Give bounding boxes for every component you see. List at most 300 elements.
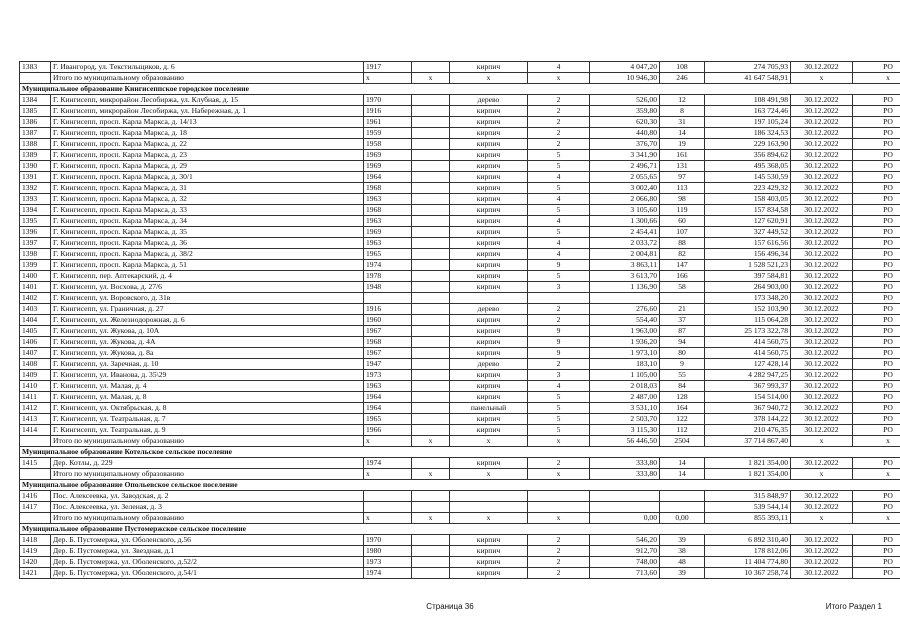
table-row	[20, 117, 900, 128]
section-header-row	[20, 524, 900, 535]
address-cell: Г. Кингисепп, просп. Карла Маркса, д. 29	[51, 161, 364, 172]
residents-cell: 37	[660, 315, 705, 326]
cost-cell: 10 367 258,74	[705, 568, 791, 579]
residents-cell: 60	[660, 216, 705, 227]
area-cell: 1 973,10	[590, 348, 660, 359]
floors-cell: 5	[528, 271, 590, 282]
year-commissioned-cell	[412, 62, 450, 73]
table-row	[20, 458, 900, 469]
year-built-cell: x	[364, 436, 412, 447]
wall-material-cell: кирпич	[450, 458, 528, 469]
row-number-cell: 1419	[20, 546, 51, 557]
residents-cell	[660, 293, 705, 304]
residents-cell: 112	[660, 425, 705, 436]
floors-cell: 2	[528, 535, 590, 546]
floors-cell: 4	[528, 249, 590, 260]
deadline-cell: 30.12.2022	[791, 205, 853, 216]
method-cell: РО	[853, 106, 900, 117]
floors-cell: x	[528, 73, 590, 84]
area-cell: 3 863,11	[590, 260, 660, 271]
table-row	[20, 403, 900, 414]
year-built-cell: 1974	[364, 568, 412, 579]
address-cell: Г. Кингисепп, ул. Граничная, д. 27	[51, 304, 364, 315]
cost-cell: 356 894,62	[705, 150, 791, 161]
floors-cell: 2	[528, 95, 590, 106]
area-cell: 3 105,60	[590, 205, 660, 216]
method-cell: x	[853, 73, 900, 84]
year-built-cell: 1963	[364, 381, 412, 392]
year-built-cell: 1974	[364, 458, 412, 469]
table-row	[20, 370, 900, 381]
address-cell: Г. Ивангород, ул. Текстильщиков, д. 6	[51, 62, 364, 73]
area-cell: 2 004,81	[590, 249, 660, 260]
deadline-cell: 30.12.2022	[791, 260, 853, 271]
deadline-cell: 30.12.2022	[791, 403, 853, 414]
floors-cell: 4	[528, 216, 590, 227]
wall-material-cell: кирпич	[450, 414, 528, 425]
cost-cell: 4 282 947,25	[705, 370, 791, 381]
year-commissioned-cell	[412, 282, 450, 293]
year-commissioned-cell	[412, 227, 450, 238]
wall-material-cell	[450, 293, 528, 304]
deadline-cell: 30.12.2022	[791, 315, 853, 326]
floors-cell: 2	[528, 315, 590, 326]
method-cell: РО	[853, 227, 900, 238]
table-row	[20, 183, 900, 194]
wall-material-cell: дерево	[450, 359, 528, 370]
residents-cell: 80	[660, 348, 705, 359]
table-row	[20, 425, 900, 436]
area-cell: 0,00	[590, 513, 660, 524]
address-cell: Г. Кингисепп, просп. Карла Маркса, д. 51	[51, 260, 364, 271]
cost-cell: 127 620,91	[705, 216, 791, 227]
address-cell: Г. Кингисепп, ул. Заречная, д. 10	[51, 359, 364, 370]
year-commissioned-cell: x	[412, 469, 450, 480]
floors-cell: 5	[528, 183, 590, 194]
wall-material-cell: кирпич	[450, 392, 528, 403]
cost-cell: 223 429,32	[705, 183, 791, 194]
table-row	[20, 271, 900, 282]
area-cell: 333,80	[590, 458, 660, 469]
cost-cell: 178 812,06	[705, 546, 791, 557]
wall-material-cell: кирпич	[450, 150, 528, 161]
deadline-cell: 30.12.2022	[791, 414, 853, 425]
year-built-cell: 1958	[364, 139, 412, 150]
row-number-cell: 1400	[20, 271, 51, 282]
year-built-cell: 1965	[364, 414, 412, 425]
year-commissioned-cell	[412, 315, 450, 326]
section-header-row	[20, 447, 900, 458]
floors-cell: 5	[528, 392, 590, 403]
year-built-cell: 1965	[364, 249, 412, 260]
residents-cell: 97	[660, 172, 705, 183]
floors-cell: 5	[528, 161, 590, 172]
year-built-cell: 1970	[364, 95, 412, 106]
row-number-cell: 1405	[20, 326, 51, 337]
method-cell: РО	[853, 205, 900, 216]
row-number-cell: 1393	[20, 194, 51, 205]
year-built-cell: 1970	[364, 535, 412, 546]
deadline-cell: 30.12.2022	[791, 161, 853, 172]
area-cell: 3 613,70	[590, 271, 660, 282]
address-cell: Г. Кингисепп, ул. Жукова, д. 10А	[51, 326, 364, 337]
address-cell: Г. Кингисепп, ул. Жукова, д. 8а	[51, 348, 364, 359]
year-built-cell: 1916	[364, 304, 412, 315]
year-built-cell: 1961	[364, 117, 412, 128]
wall-material-cell: кирпич	[450, 260, 528, 271]
floors-cell	[528, 293, 590, 304]
area-cell: 2 454,41	[590, 227, 660, 238]
deadline-cell: 30.12.2022	[791, 348, 853, 359]
year-commissioned-cell	[412, 491, 450, 502]
method-cell: РО	[853, 315, 900, 326]
deadline-cell: 30.12.2022	[791, 227, 853, 238]
area-cell	[590, 502, 660, 513]
row-number-cell: 1395	[20, 216, 51, 227]
year-commissioned-cell	[412, 326, 450, 337]
area-cell: 1 136,90	[590, 282, 660, 293]
area-cell: 748,00	[590, 557, 660, 568]
wall-material-cell: кирпич	[450, 425, 528, 436]
row-number-cell: 1417	[20, 502, 51, 513]
address-cell: Г. Кингисепп, ул. Железнодорожная, д. 6	[51, 315, 364, 326]
wall-material-cell: x	[450, 469, 528, 480]
table-row	[20, 557, 900, 568]
floors-cell: 2	[528, 106, 590, 117]
wall-material-cell: кирпич	[450, 282, 528, 293]
floors-cell: 4	[528, 238, 590, 249]
floors-cell: 9	[528, 348, 590, 359]
year-built-cell: 1969	[364, 150, 412, 161]
residents-cell: 87	[660, 326, 705, 337]
area-cell: 2 018,03	[590, 381, 660, 392]
floors-cell: 2	[528, 557, 590, 568]
year-commissioned-cell	[412, 128, 450, 139]
wall-material-cell: x	[450, 436, 528, 447]
floors-cell: 2	[528, 139, 590, 150]
method-cell: РО	[853, 425, 900, 436]
area-cell: 183,10	[590, 359, 660, 370]
method-cell: РО	[853, 458, 900, 469]
wall-material-cell: дерево	[450, 95, 528, 106]
row-number-cell: 1408	[20, 359, 51, 370]
floors-cell: 4	[528, 62, 590, 73]
area-cell: 4 047,20	[590, 62, 660, 73]
row-number-cell: 1409	[20, 370, 51, 381]
address-cell: Г. Кингисепп, просп. Карла Маркса, д. 23	[51, 150, 364, 161]
residents-cell: 38	[660, 546, 705, 557]
year-built-cell: 1964	[364, 392, 412, 403]
year-commissioned-cell	[412, 359, 450, 370]
cost-cell: 1 821 354,00	[705, 469, 791, 480]
address-cell: Г. Кингисепп, просп. Карла Маркса, д. 36	[51, 238, 364, 249]
deadline-cell: 30.12.2022	[791, 172, 853, 183]
deadline-cell: 30.12.2022	[791, 106, 853, 117]
row-number-cell	[20, 436, 51, 447]
deadline-cell: 30.12.2022	[791, 139, 853, 150]
residents-cell: 8	[660, 106, 705, 117]
table-row	[20, 161, 900, 172]
year-built-cell	[364, 502, 412, 513]
residents-cell: 58	[660, 282, 705, 293]
area-cell: 546,20	[590, 535, 660, 546]
address-cell: Г. Кингисепп, ул. Иванова, д. 35\29	[51, 370, 364, 381]
cost-cell: 11 404 774,80	[705, 557, 791, 568]
row-number-cell: 1402	[20, 293, 51, 304]
year-commissioned-cell	[412, 337, 450, 348]
year-commissioned-cell	[412, 106, 450, 117]
wall-material-cell: кирпич	[450, 546, 528, 557]
year-commissioned-cell	[412, 381, 450, 392]
table-row	[20, 381, 900, 392]
method-cell: РО	[853, 348, 900, 359]
row-number-cell: 1411	[20, 392, 51, 403]
floors-cell: 3	[528, 370, 590, 381]
year-commissioned-cell	[412, 293, 450, 304]
residents-cell: 39	[660, 568, 705, 579]
deadline-cell: 30.12.2022	[791, 535, 853, 546]
method-cell: x	[853, 513, 900, 524]
method-cell: РО	[853, 359, 900, 370]
year-commissioned-cell	[412, 183, 450, 194]
row-number-cell: 1389	[20, 150, 51, 161]
table-row	[20, 491, 900, 502]
deadline-cell: 30.12.2022	[791, 326, 853, 337]
deadline-cell: x	[791, 436, 853, 447]
deadline-cell: 30.12.2022	[791, 502, 853, 513]
row-number-cell: 1388	[20, 139, 51, 150]
area-cell: 912,70	[590, 546, 660, 557]
area-cell: 3 115,30	[590, 425, 660, 436]
row-number-cell: 1418	[20, 535, 51, 546]
table-row	[20, 95, 900, 106]
floors-cell: 2	[528, 128, 590, 139]
deadline-cell: x	[791, 73, 853, 84]
year-commissioned-cell	[412, 458, 450, 469]
method-cell: РО	[853, 260, 900, 271]
wall-material-cell: кирпич	[450, 139, 528, 150]
document-table	[19, 61, 900, 579]
deadline-cell: 30.12.2022	[791, 271, 853, 282]
floors-cell	[528, 491, 590, 502]
year-built-cell: 1964	[364, 403, 412, 414]
floors-cell: 5	[528, 403, 590, 414]
section-total-label: Итого Раздел 1	[825, 602, 882, 611]
residents-cell: 147	[660, 260, 705, 271]
floors-cell: 9	[528, 326, 590, 337]
area-cell	[590, 491, 660, 502]
row-number-cell	[20, 513, 51, 524]
year-built-cell: 1980	[364, 546, 412, 557]
area-cell: 440,80	[590, 128, 660, 139]
floors-cell: x	[528, 436, 590, 447]
year-built-cell: 1963	[364, 216, 412, 227]
deadline-cell: 30.12.2022	[791, 381, 853, 392]
page-number: Страница 36	[426, 602, 474, 611]
table-row	[20, 227, 900, 238]
cost-cell: 37 714 867,40	[705, 436, 791, 447]
wall-material-cell: кирпич	[450, 106, 528, 117]
deadline-cell: 30.12.2022	[791, 491, 853, 502]
floors-cell: 4	[528, 381, 590, 392]
table-row	[20, 260, 900, 271]
area-cell: 526,00	[590, 95, 660, 106]
method-cell: РО	[853, 293, 900, 304]
residents-cell: 19	[660, 139, 705, 150]
row-number-cell: 1413	[20, 414, 51, 425]
deadline-cell: 30.12.2022	[791, 568, 853, 579]
address-cell: Пос. Алексеевка, ул. Заводская, д. 2	[51, 491, 364, 502]
row-number-cell: 1414	[20, 425, 51, 436]
address-cell: Г. Кингисепп, ул. Воровского, д. 31в	[51, 293, 364, 304]
address-cell: Г. Кингисепп, ул. Октябрьская, д. 8	[51, 403, 364, 414]
row-number-cell: 1384	[20, 95, 51, 106]
section-header-row	[20, 480, 900, 491]
area-cell: 276,60	[590, 304, 660, 315]
year-built-cell: 1969	[364, 161, 412, 172]
wall-material-cell: кирпич	[450, 205, 528, 216]
cost-cell: 157 834,58	[705, 205, 791, 216]
area-cell: 376,70	[590, 139, 660, 150]
residents-cell: 164	[660, 403, 705, 414]
residents-cell	[660, 491, 705, 502]
deadline-cell: 30.12.2022	[791, 249, 853, 260]
floors-cell: 5	[528, 205, 590, 216]
cost-cell: 145 530,59	[705, 172, 791, 183]
residents-cell	[660, 502, 705, 513]
cost-cell: 539 544,14	[705, 502, 791, 513]
table-row	[20, 150, 900, 161]
method-cell: РО	[853, 381, 900, 392]
cost-cell: 414 560,75	[705, 337, 791, 348]
year-commissioned-cell	[412, 205, 450, 216]
year-commissioned-cell	[412, 414, 450, 425]
residents-cell: 12	[660, 95, 705, 106]
deadline-cell: 30.12.2022	[791, 128, 853, 139]
row-number-cell	[20, 469, 51, 480]
section-title: Муниципальное образование Кингисеппское городское поселение	[20, 84, 900, 95]
cost-cell: 156 496,34	[705, 249, 791, 260]
row-number-cell: 1386	[20, 117, 51, 128]
cost-cell: 495 368,05	[705, 161, 791, 172]
cost-cell: 397 584,81	[705, 271, 791, 282]
wall-material-cell: кирпич	[450, 348, 528, 359]
table-row	[20, 337, 900, 348]
year-commissioned-cell	[412, 568, 450, 579]
year-commissioned-cell	[412, 216, 450, 227]
cost-cell: 197 105,24	[705, 117, 791, 128]
cost-cell: 152 103,90	[705, 304, 791, 315]
residents-cell: 108	[660, 62, 705, 73]
wall-material-cell: кирпич	[450, 117, 528, 128]
address-cell: Дер. Котлы, д. 229	[51, 458, 364, 469]
floors-cell: 9	[528, 260, 590, 271]
address-cell: Итого по муниципальному образованию	[51, 469, 364, 480]
subtotal-row	[20, 436, 900, 447]
method-cell: x	[853, 436, 900, 447]
area-cell: 620,30	[590, 117, 660, 128]
floors-cell: 5	[528, 414, 590, 425]
wall-material-cell: кирпич	[450, 227, 528, 238]
year-commissioned-cell	[412, 502, 450, 513]
residents-cell: 9	[660, 359, 705, 370]
year-commissioned-cell	[412, 304, 450, 315]
table-row	[20, 535, 900, 546]
cost-cell: 157 616,56	[705, 238, 791, 249]
cost-cell: 229 163,90	[705, 139, 791, 150]
cost-cell: 274 705,93	[705, 62, 791, 73]
residents-cell: 14	[660, 458, 705, 469]
deadline-cell: 30.12.2022	[791, 458, 853, 469]
cost-cell: 327 449,52	[705, 227, 791, 238]
table-row	[20, 282, 900, 293]
cost-cell: 378 144,22	[705, 414, 791, 425]
table-row	[20, 304, 900, 315]
area-cell: 333,80	[590, 469, 660, 480]
year-commissioned-cell: x	[412, 513, 450, 524]
row-number-cell: 1383	[20, 62, 51, 73]
method-cell: РО	[853, 62, 900, 73]
cost-cell: 210 476,35	[705, 425, 791, 436]
cost-cell: 127 428,14	[705, 359, 791, 370]
address-cell: Пос. Алексеевка, ул. Зеленая, д. 3	[51, 502, 364, 513]
method-cell: РО	[853, 403, 900, 414]
address-cell: Г. Кингисепп, просп. Карла Маркса, д. 18	[51, 128, 364, 139]
residents-cell: 55	[660, 370, 705, 381]
address-cell: Г. Кингисепп, ул. Театральная, д. 9	[51, 425, 364, 436]
year-built-cell: x	[364, 469, 412, 480]
year-built-cell: 1917	[364, 62, 412, 73]
address-cell: Итого по муниципальному образованию	[51, 436, 364, 447]
residents-cell: 88	[660, 238, 705, 249]
address-cell: Дер. Б. Пустомержа, ул. Оболенского, д.56	[51, 535, 364, 546]
address-cell: Г. Кингисепп, пер. Аптекарский, д. 4	[51, 271, 364, 282]
floors-cell: 2	[528, 546, 590, 557]
address-cell: Итого по муниципальному образованию	[51, 73, 364, 84]
residents-cell: 31	[660, 117, 705, 128]
row-number-cell: 1387	[20, 128, 51, 139]
address-cell: Г. Кингисепп, просп. Карла Маркса, д. 31	[51, 183, 364, 194]
residents-cell: 84	[660, 381, 705, 392]
table-row	[20, 249, 900, 260]
method-cell: РО	[853, 392, 900, 403]
year-built-cell: 1916	[364, 106, 412, 117]
address-cell: Дер. Б. Пустомержа, ул. Звездная, д.1	[51, 546, 364, 557]
residents-cell: 2504	[660, 436, 705, 447]
year-commissioned-cell	[412, 161, 450, 172]
wall-material-cell: кирпич	[450, 161, 528, 172]
year-built-cell: 1968	[364, 183, 412, 194]
area-cell	[590, 293, 660, 304]
cost-cell: 154 514,00	[705, 392, 791, 403]
address-cell: Итого по муниципальному образованию	[51, 513, 364, 524]
wall-material-cell: кирпич	[450, 194, 528, 205]
area-cell: 3 002,40	[590, 183, 660, 194]
floors-cell: 2	[528, 458, 590, 469]
residents-cell: 246	[660, 73, 705, 84]
row-number-cell: 1420	[20, 557, 51, 568]
row-number-cell: 1392	[20, 183, 51, 194]
cost-cell: 1 528 521,23	[705, 260, 791, 271]
deadline-cell: 30.12.2022	[791, 238, 853, 249]
area-cell: 56 446,50	[590, 436, 660, 447]
year-commissioned-cell	[412, 392, 450, 403]
row-number-cell: 1394	[20, 205, 51, 216]
table-row	[20, 326, 900, 337]
wall-material-cell: кирпич	[450, 535, 528, 546]
residents-cell: 21	[660, 304, 705, 315]
residents-cell: 98	[660, 194, 705, 205]
